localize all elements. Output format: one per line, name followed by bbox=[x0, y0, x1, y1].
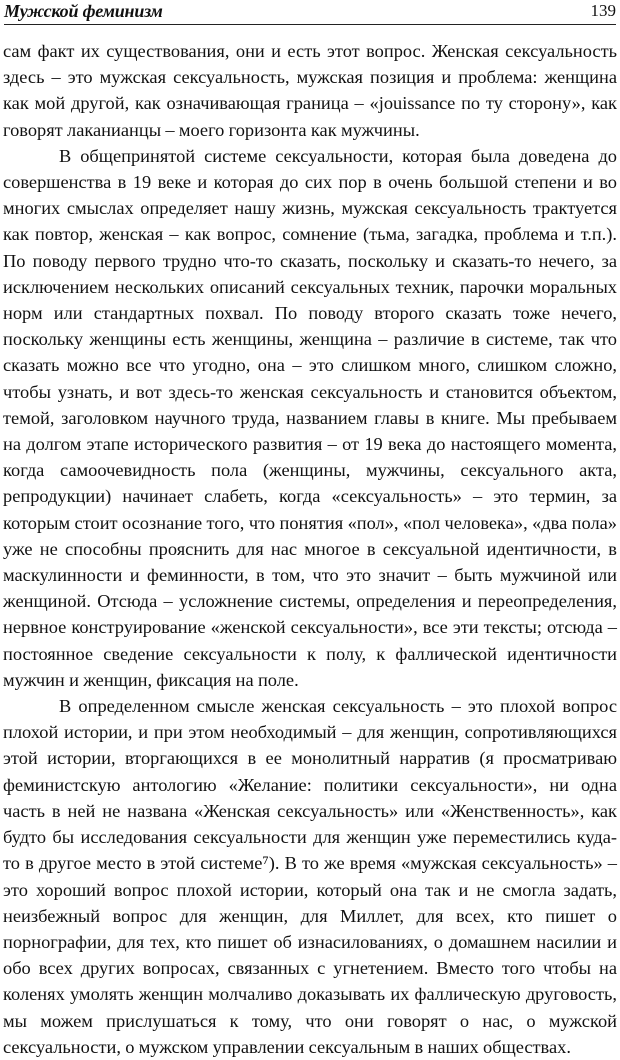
running-header bbox=[4, 0, 616, 25]
page-number: 139 bbox=[590, 1, 616, 20]
paragraph: В общепринятой системе сексуальности, которая была доведена до совершенства в 19 веке и которая до сих пор в очень большой степени и во многих смыслах определяет нашу жизнь, мужская сексуальность трактуется как повтор, женская – как вопрос, сомнение (тьма, загадка, проблема и т.п.). По поводу первого трудно что-то сказать, поскольку и сказать-то нечего, за исключением нескольких описаний сексуальных техник, парочки моральных норм или стандартных похвал. По поводу второго сказать тоже нечего, поскольку женщины есть женщины, женщина – различие в системе, так что сказать можно все что угодно, она – это слишком много, слишком сложно, чтобы узнать, и вот здесь-то женская сексуальность и становится объектом, темой, заголовком научного труда, названием главы в книге. Мы пребываем на долгом этапе исторического развития – от 19 века до настоящего момента, когда самоочевидность пола (женщины, мужчины, сексуального акта, репродукции) начинает слабеть, когда «сексуальность» – это термин, за которым стоит осознание того, что понятия «пол», «пол человека», «два пола» уже не способны прояснить для нас многое в сексуальной идентичности, в маскулинности и феминности, в том, что это значит – быть мужчиной или женщиной. Отсюда – усложнение системы, определения и переопределения, нервное конструирование «женской сексуальности», все эти тексты; отсюда – постоянное сведение сексуальности к полу, к фаллической идентичности мужчин и женщин, фиксация на поле. bbox=[3, 145, 617, 690]
paragraph-continued: сам факт их существования, они и есть этот вопрос. Женская сексуальность здесь – это мужская сексуальность, мужская позиция и проблема: женщина как мой другой, как означивающая граница – «jouissance по ту сторону», как говорят лаканианцы – моего горизонта как мужчины. bbox=[3, 41, 617, 140]
body-text bbox=[3, 38, 617, 1060]
running-title: Мужской феминизм bbox=[4, 1, 163, 21]
paragraph: В определенном смысле женская сексуальность – это плохой вопрос плохой истории, и при этом необходимый – для женщин, сопротивляющихся этой истории, вторгающихся в ее монолитный нарратив (я просматриваю феминистскую антологию «Желание: политики сексуальности», ни одна часть в ней не названа «Женская сексуальность» или «Женственность», как будто бы исследования сексуальности для женщин уже переместились куда-то в другое место в этой системе⁷). В то же время «мужская сексуальность» – это хороший вопрос плохой истории, который она так и не смогла задать, неизбежный вопрос для женщин, для Миллет, для всех, кто пишет о порнографии, для тех, кто пишет об изнасилованиях, о домашнем насилии и обо всех других вопросах, связанных с угнетением. Вместо того чтобы на коленях умолять женщин молчаливо доказывать их фаллическую друговость, мы можем прислушаться к тому, что они говорят о нас, о мужской сексуальности, о мужском управлении сексуальным в наших обществах. bbox=[3, 696, 617, 1057]
